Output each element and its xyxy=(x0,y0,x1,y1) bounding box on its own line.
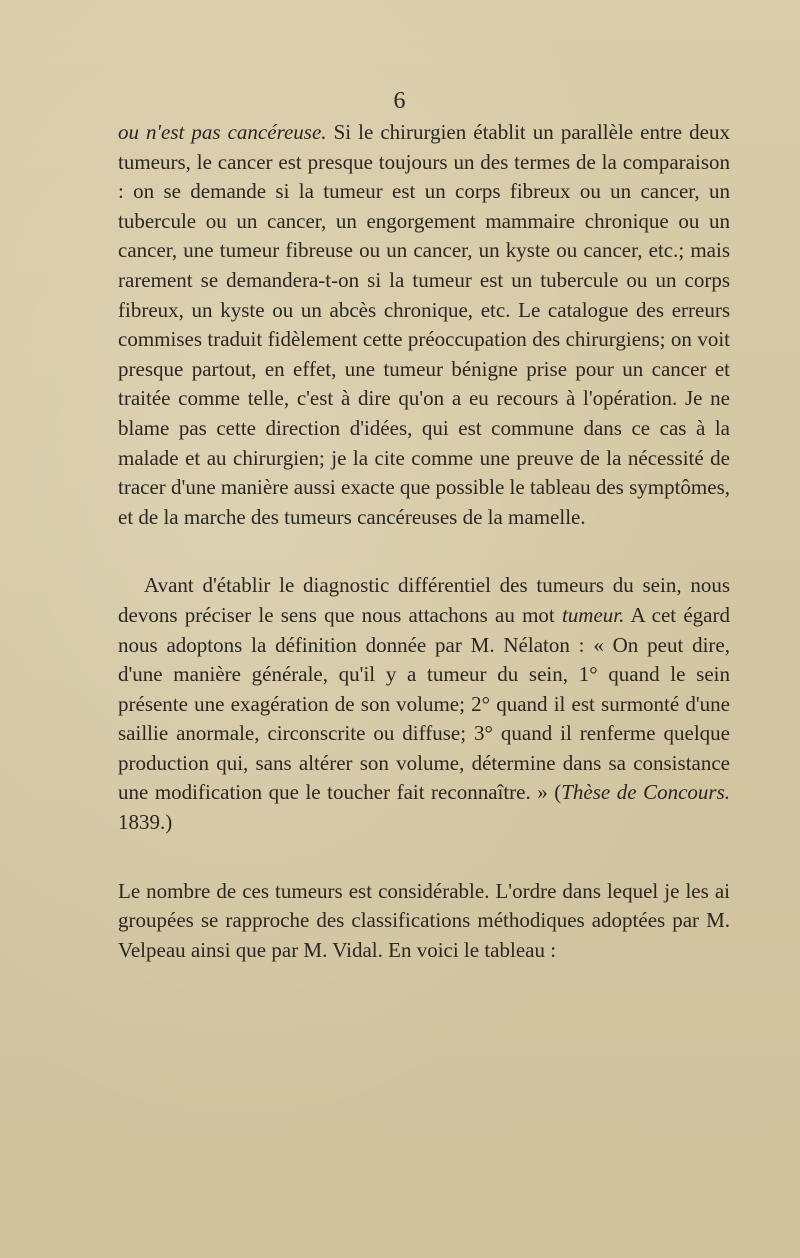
paragraph-1 xyxy=(118,118,730,532)
body-text xyxy=(118,118,730,965)
paragraph-2-part1: Avant d'établir le diagnostic différentiel des tumeurs du sein, nous devons préciser le sens que nous attachons au mot xyxy=(118,573,730,627)
paragraph-3-text: Le nombre de ces tumeurs est considérable. L'ordre dans lequel je les ai groupées se rapproche des classifications méthodiques adoptées par M. Velpeau ainsi que par M. Vidal. En voici le tableau : xyxy=(118,878,730,962)
paragraph-1-text: Si le chirurgien établit un parallèle entre deux tumeurs, le cancer est presque toujours un des termes de la comparaison : on se demande si la tumeur est un corps fibreux ou un cancer, un tubercule ou un cancer, un engorgement mammaire chronique ou un cancer, une tumeur fibreuse ou un cancer, un kyste ou cancer, etc.; mais rarement se demandera-t-on si la tumeur est un tubercule ou un corps fibreux, un kyste ou un abcès chronique, etc. Le catalogue des erreurs commises traduit fidèlement cette préoccupation des chirurgiens; on voit presque partout, en effet, une tumeur bénigne prise pour un cancer et traitée comme telle, c'est à dire qu'on a eu recours à l'opération. Je ne blame pas cette direction d'idées, qui est commune dans ce cas à la malade et au chirurgien; je la cite comme une preuve de la nécessité de tracer d'une manière aussi exacte que possible le tableau des symptômes, et de la marche des tumeurs cancéreuses de la mamelle. xyxy=(118,120,730,529)
page-number: 6 xyxy=(393,88,407,114)
paragraph-3 xyxy=(118,877,730,966)
paragraph-2-part2: A cet égard nous adoptons la définition donnée par M. Nélaton : « On peut dire, d'une manière générale, qu'il y a tumeur du sein, 1° quand le sein présente une exagération de son volume; 2° quand il est surmonté d'une saillie anormale, circonscrite ou diffuse; 3° quand il renferme quelque production qui, sans altérer son volume, détermine dans sa consistance une modification que le toucher fait reconnaître. » ( xyxy=(118,602,730,805)
paragraph-2 xyxy=(118,571,730,837)
italic-lead: ou n'est pas cancéreuse. xyxy=(118,120,327,144)
paragraph-2-part3: 1839.) xyxy=(118,810,173,835)
italic-word-tumeur: tumeur. xyxy=(561,602,625,627)
italic-citation: Thèse de Concours. xyxy=(561,780,730,805)
